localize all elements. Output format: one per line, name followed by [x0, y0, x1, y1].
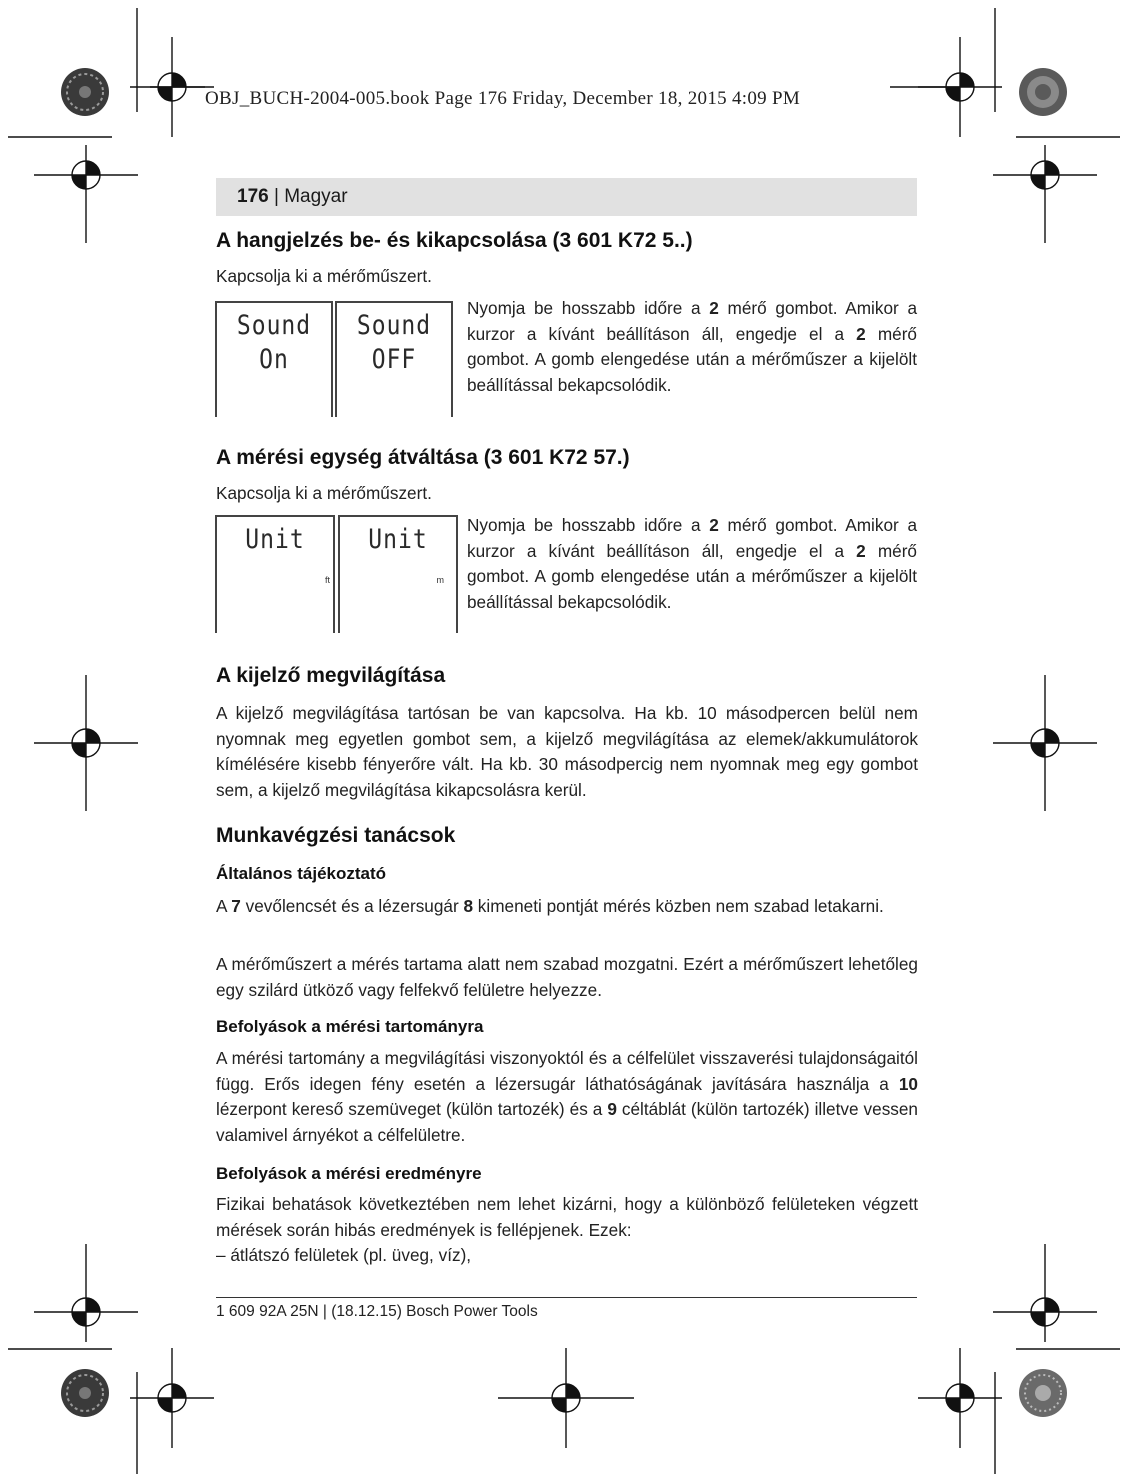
text: mérő gombot. Amikor a kurzor a kívánt beállításon áll, engedje el a: [467, 298, 917, 344]
list-item: – átlátszó felületek (pl. üveg, víz),: [216, 1245, 472, 1265]
text: mérő gombot. Amikor a kurzor a kívánt beállításon áll, engedje el a: [467, 515, 917, 561]
page-footer: 1 609 92A 25N | (18.12.15) Bosch Power Tools: [216, 1303, 538, 1320]
lcd-line1: Sound: [356, 311, 432, 341]
text: mérő gombot. A gomb elengedése után a mérőműszer a kijelölt beállítással bekapcsolódik.: [467, 323, 917, 395]
unit-section-title: A mérési egység átváltása (3 601 K72 57.): [216, 446, 630, 469]
lcd-unit-m: [338, 515, 458, 633]
ref-number: 10: [898, 1073, 918, 1094]
text: Nyomja be hosszabb időre a: [467, 515, 710, 535]
lcd-sound-on: [215, 301, 333, 417]
lcd-unit-label: ft: [324, 575, 330, 585]
backlight-section-title: A kijelző megvilágítása: [216, 664, 446, 687]
sound-instructions: [467, 296, 917, 398]
ref-number: 2: [709, 515, 719, 535]
ref-number: 9: [607, 1099, 617, 1119]
ref-number: 8: [463, 896, 474, 916]
text: céltáblát (külön tartozék) illetve vessen valamivel árnyékot a célfelületre.: [216, 1099, 918, 1145]
general-paragraph-2: A mérőműszert a mérés tartama alatt nem szabad mozgatni. Ezért a mérőműszert lehetőleg egy szilárd ütköző vagy felfekvő felületre helyezze.: [216, 954, 918, 1000]
range-subtitle: Befolyások a mérési tartományra: [216, 1017, 484, 1036]
slug-line: OBJ_BUCH-2004-005.book Page 176 Friday, December 18, 2015 4:09 PM: [205, 88, 801, 109]
header-section: Magyar: [284, 186, 348, 207]
range-paragraph: [216, 1046, 918, 1148]
ref-number: 2: [856, 323, 866, 344]
result-paragraph: Fizikai behatások következtében nem lehet kizárni, hogy a különböző felületeken végzett mérések során hibás eredmények is fellépjenek. Ezek:: [216, 1194, 918, 1240]
text: vevőlencsét és a lézersugár: [240, 896, 464, 916]
text: Nyomja be hosszabb időre a: [467, 298, 710, 318]
unit-instructions: [467, 513, 917, 615]
general-paragraph-1: [216, 894, 918, 920]
unit-intro: Kapcsolja ki a mérőműszert.: [216, 483, 432, 503]
result-subtitle: Befolyások a mérési eredményre: [216, 1164, 482, 1183]
sound-section-title: A hangjelzés be- és kikapcsolása (3 601 K72 5..): [216, 229, 693, 252]
tips-section-title: Munkavégzési tanácsok: [216, 824, 456, 847]
text: mérő gombot. A gomb elengedése után a mérőműszer a kijelölt beállítással bekapcsolódik.: [467, 540, 917, 612]
page-number: 176: [237, 186, 269, 207]
ref-number: 2: [709, 298, 719, 318]
text: lézerpont kereső szemüveget (külön tartozék) és a: [216, 1099, 608, 1119]
ref-number: 7: [231, 896, 241, 916]
lcd-line2: On: [259, 345, 289, 375]
lcd-line1: Unit: [368, 525, 428, 555]
text: A: [216, 896, 232, 916]
text: A mérési tartomány a megvilágítási viszonyoktól és a célfelület visszaverési tulajdonságaitól függ. Erős idegen fény esetén a lézersugár láthatóságának javítására használja a: [216, 1048, 918, 1094]
lcd-sound-off: [335, 301, 453, 417]
text: kimeneti pontját mérés közben nem szabad letakarni.: [473, 896, 884, 916]
backlight-body: A kijelző megvilágítása tartósan be van kapcsolva. Ha kb. 10 másodpercen belül nem nyomnak meg egyetlen gombot sem, a kijelző megvilágítása az elemek/akkumulátorok kímélésére kisebb fényerőre vált. Ha kb. 30 másodpercig nem nyomnak meg egy gombot sem, a kijelző megvilágítása kikapcsolásra kerül.: [216, 703, 918, 800]
lcd-line1: Unit: [245, 525, 305, 555]
lcd-unit-ft: [215, 515, 335, 633]
lcd-line2: OFF: [371, 345, 417, 375]
running-header: 176 | Magyar: [237, 186, 348, 207]
general-subtitle: Általános tájékoztató: [216, 864, 387, 883]
lcd-line1: Sound: [236, 311, 312, 341]
lcd-unit-label: m: [436, 575, 444, 585]
footer-rule: [216, 1297, 917, 1298]
ref-number: 2: [856, 540, 866, 561]
sound-intro: Kapcsolja ki a mérőműszert.: [216, 266, 432, 286]
